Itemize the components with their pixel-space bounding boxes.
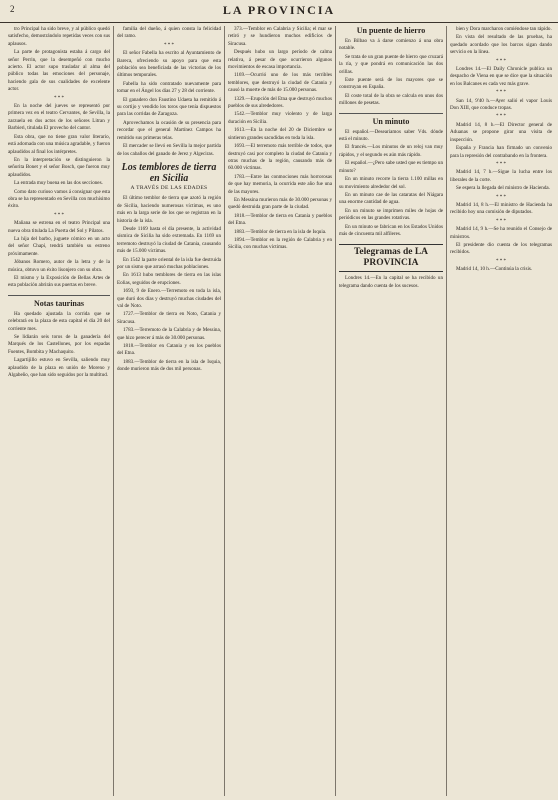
column-5: [450, 26, 552, 796]
paragraph: Desde 1169 hasta el día presente, la actividad sísmica de Sicilia ha sido extremada. En 1169 un terremoto destruyó la ciudad de Catania, causando más de 15.000 víctimas.: [117, 225, 221, 255]
newspaper-title: LA PROVINCIA: [222, 3, 336, 17]
paragraph: 1693, 9 de Enero.—Terremoto en toda la isla, que duró dos días y destruyó muchas ciudades del val de Noto.: [117, 288, 221, 309]
paragraph: En vista del resultado de las pruebas, ha quedado acordado que los barcos sigan dando servicio en la línea.: [450, 34, 552, 56]
paragraph: Después hubo un largo período de calma relativa, á pesar de que ocurrieron algunos movimientos de escasa importancia.: [228, 49, 332, 71]
paragraph: bien y Dora marcharon comiéndose tan rápido.: [456, 26, 552, 32]
paragraph: Ha quedado ajustada la corrida que se celebrará en la plaza de esta capital el día 20 del corriente mes.: [8, 310, 110, 332]
paragraph: Madrid 14, 9 h.—Se ha reunido el Consejo de ministros.: [450, 226, 552, 240]
paragraph: Lagartijillo estuvo en Sevilla, saliendo muy aplaudido de la plaza en unión de Moreno y Algabeño, que han sido seguidos por la multitud.: [8, 357, 110, 379]
paragraph: 1169.—Ocurrió uno de los más terribles temblores, que destruyó la ciudad de Catania y causó la muerte de más de 15.000 personas.: [228, 72, 332, 94]
paragraph: Londres 14.—En la capital se ha recibido un telegrama dando cuenta de los sucesos.: [339, 275, 443, 289]
separator-stars: * * *: [496, 218, 506, 224]
paragraph: Londres 14.—El Daily Chronicle publica un despacho de Viena en que se dice que la situación en los Balcanes es cada vez más grave.: [450, 66, 552, 87]
masthead: [0, 0, 558, 23]
paragraph: 1329.—Erupción del Etna que destruyó muchos pueblos de sus alrededores.: [228, 95, 332, 110]
paragraph: 1727.—Temblor de tierra en Noto, Catania y Siracusa.: [117, 311, 221, 325]
paragraph: 1613.—En la noche del 20 de Diciembre se sintieron grandes sacudidas en toda la isla.: [228, 127, 332, 141]
column-rule: [224, 26, 225, 796]
paragraph: En Messina murieron más de 30.000 personas y quedó destruida gran parte de la ciudad.: [228, 196, 332, 211]
paragraph: Madrid 14, 8 h.—El ministro de Hacienda ha recibido hoy una comisión de diputados.: [450, 201, 552, 216]
separator-stars: * * *: [496, 114, 506, 120]
paragraph: Madrid 14, 8 h.—El Director general de Aduanas se propone girar una visita de inspección.: [450, 121, 552, 143]
column-2: [117, 26, 221, 796]
paragraph: Madrid 14, 7 h.—Sigue la lucha entre los liberales de la corte.: [450, 169, 552, 183]
paragraph: Fabella ha sido contratado nuevamente para tomar en el Ángel los días 27 y 28 del corriente.: [117, 80, 221, 95]
paragraph: El presidente dio cuenta de los telegramas recibidos.: [450, 241, 552, 256]
paragraph: Aprovechamos la ocasión de su presencia para recordar que el general Martínez Campos ha remitido sus primeras telas.: [117, 119, 221, 141]
paragraph: 1894.—Temblor en la región de Calabria y en Sicilia, con muchas víctimas.: [228, 236, 332, 251]
separator-stars: * * *: [496, 194, 506, 200]
paragraph: 1693.—El terremoto más terrible de todos, que destruyó casi por completo la ciudad de Catania y otras muchas de la región, causando más de 60.000 víctimas.: [228, 143, 332, 172]
paragraph: 373.—Temblor en Calabria y Sicilia; el mar se retiró y se hundieron muchos edificios de Siracusa.: [228, 26, 332, 47]
paragraph: Mañana se estrena en el teatro Principal una nueva obra titulada La Puerta del Sol y Pilatos.: [8, 220, 110, 234]
paragraph: San 14, 9'40 h.—Ayer salió el vapor Louis Don XIII, que conduce tropas.: [450, 97, 552, 112]
separator-stars: * * *: [496, 161, 506, 167]
separator-stars: * * *: [54, 95, 64, 101]
paragraph: Se lidiarán seis toros de la ganadería del Marqués de los Castellones, por los espadas Fuentes, Bombita y Machaquito.: [8, 334, 110, 355]
separator-stars: * * *: [164, 42, 174, 48]
paragraph: La entrada muy buena en las dos secciones.: [14, 180, 103, 187]
paragraph: 1818.—Temblor en Catania y en los pueblos del Etna.: [117, 343, 221, 357]
paragraph: El último temblor de tierra que azotó la región de Sicilia, haciendo numerosas víctimas, es uno más en la larga serie de los que se registran en la historia de la isla.: [117, 195, 221, 224]
paragraph: tro Principal ha sido breve, y al público quedó satisfecho, demostrándolo repetidas veces con sus aplausos.: [8, 26, 110, 47]
paragraph: La parte de protagonista estaba á cargo del señor Perrin, que la desempeñó con mucho acierto. El actor supo trasladar al alma del público todas las emociones del personaje, haciendo gala de sus cualidades de excelente actor.: [8, 49, 110, 93]
paragraph: En la interpretación se distinguieron la señorita Bonet y el señor Bosch, que fueron muy aplaudidos.: [8, 156, 110, 178]
paragraph: 1783.—Entre las conmociones más horrorosas de que hay memoria, la ocurrida este año fue una de las mayores.: [228, 173, 332, 195]
paragraph: 1883.—Temblor de tierra en la isla de Isquia, donde murieron más de dos mil personas.: [117, 358, 221, 373]
column-1: [8, 26, 110, 796]
telegram-section-heading: Telegramas de LA PROVINCIA: [339, 244, 443, 272]
paragraph: El mismo y la Exposición de Bellas Artes de esta población abrirán sus puertas en breve.: [8, 275, 110, 289]
paragraph: Se espera la llegada del ministro de Hacienda.: [456, 185, 550, 192]
article-subheading: A TRAVÉS DE LAS EDADES: [130, 184, 208, 191]
paragraph: En un minuto se fabrican en los Estados Unidos más de cincuenta mil alfileres.: [339, 223, 443, 237]
paragraph: Se trata de un gran puente de hierro que cruzará la ría, y que pondrá en comunicación las dos orillas.: [339, 53, 443, 75]
paragraph: Como dato curioso vamos á consignar que esta obra se ha representado en Sevilla con muchísimo éxito.: [8, 188, 110, 210]
column-3: [228, 26, 332, 796]
paragraph: El señor Fabella ha escrito al Ayuntamiento de Bareca, ofreciendo su apoyo para que esta población sea beneficiada de las victorias de los últimos temporales.: [117, 50, 221, 79]
paragraph: 1818.—Temblor de tierra en Catania y pueblos del Etna.: [228, 212, 332, 227]
paragraph: Jóbanos Romero, autor de la letra y de la música, obtuvo un éxito lisonjero con su obra.: [8, 259, 110, 273]
paragraph: En un minuto cae de las cataratas del Niágara una enorme cantidad de agua.: [339, 191, 443, 206]
column-rule: [446, 26, 447, 796]
paragraph: El ganadero don Faustino Udaeta ha remitido á su cortijo y vendido los toros que tenía dispuestos para las corridas de Zaragoza.: [117, 96, 221, 118]
separator-stars: * * *: [496, 58, 506, 64]
separator-stars: * * *: [496, 258, 506, 264]
column-rule: [335, 26, 336, 796]
paragraph: 1783.—Terremoto de la Calabria y de Messina, que hizo perecer á más de 30.000 personas.: [117, 327, 221, 341]
paragraph: En Bilbao va á darse comienzo á una obra notable.: [339, 38, 443, 52]
column-4: [339, 26, 443, 796]
paragraph: familia del dueño, á quien consta la felicidad del ramo.: [117, 26, 221, 40]
paragraph: El español.—¿Pero sabe usted que es tiempo un minuto?: [339, 160, 443, 174]
paragraph: En 1613 hubo temblores de tierra en las islas Eolias, seguidos de erupciones.: [117, 272, 221, 286]
paragraph: 1883.—Temblor de tierra en la isla de Isquia.: [234, 228, 327, 235]
paragraph: España y Francia han firmado un convenio para la represión del contrabando en la frontera.: [450, 145, 552, 159]
paragraph: Este puente será de los mayores que se construyan en España.: [339, 77, 443, 91]
paragraph: La hija del barbo, juguete cómico en un acto del señor Chapí, tendrá también su estreno próximamente.: [8, 235, 110, 257]
article-heading-puente: Un puente de hierro: [356, 26, 426, 35]
page-number: 2: [10, 4, 15, 14]
paragraph: En un minuto se imprimen miles de hojas de periódicos en las grandes rotativas.: [339, 207, 443, 222]
column-rule: [113, 26, 114, 796]
article-heading-minuto: Un minuto: [339, 113, 443, 126]
paragraph: El coste total de la obra se calcula en unos dos millones de pesetas.: [339, 92, 443, 107]
paragraph: En la noche del jueves se representó por primera vez en el teatro Cervantes, de Sevilla, la zarzuela en dos actos de los señores Litran y Barbieri, titulada El provecho del cantor.: [8, 103, 110, 132]
section-heading-taurinas: Notas taurinas: [8, 295, 110, 308]
paragraph: 1542.—Temblor muy violento y de larga duración en Sicilia.: [228, 111, 332, 125]
paragraph: El español.—Desearíamos saber Vds. dónde está el minuto.: [339, 128, 443, 143]
paragraph: En 1542 la parte oriental de la isla fue destruida por un sismo que arrasó muchas poblaciones.: [117, 256, 221, 270]
paragraph: El francés.—Los minutos de un reloj van muy rápidos, y el segundo es aún más rápido.: [339, 144, 443, 158]
separator-stars: * * *: [54, 212, 64, 218]
paragraph: El mercader se llevó en Sevilla la mejor partida de los caballos del ganado de Jerez y Algeciras.: [117, 143, 221, 157]
paragraph: Madrid 14, 10 h.—Continúa la crisis.: [456, 266, 533, 273]
article-heading-temblores: Los temblores de tierra en Sicilia: [121, 161, 217, 184]
separator-stars: * * *: [496, 90, 506, 96]
paragraph: Esta obra, que no tiene gran valor literario, está adornada con una música agradable, y fueron aplaudidos al final los intérpretes.: [8, 133, 110, 155]
paragraph: En un minuto recorre la tierra 1.100 millas en su movimiento alrededor del sol.: [339, 176, 443, 190]
